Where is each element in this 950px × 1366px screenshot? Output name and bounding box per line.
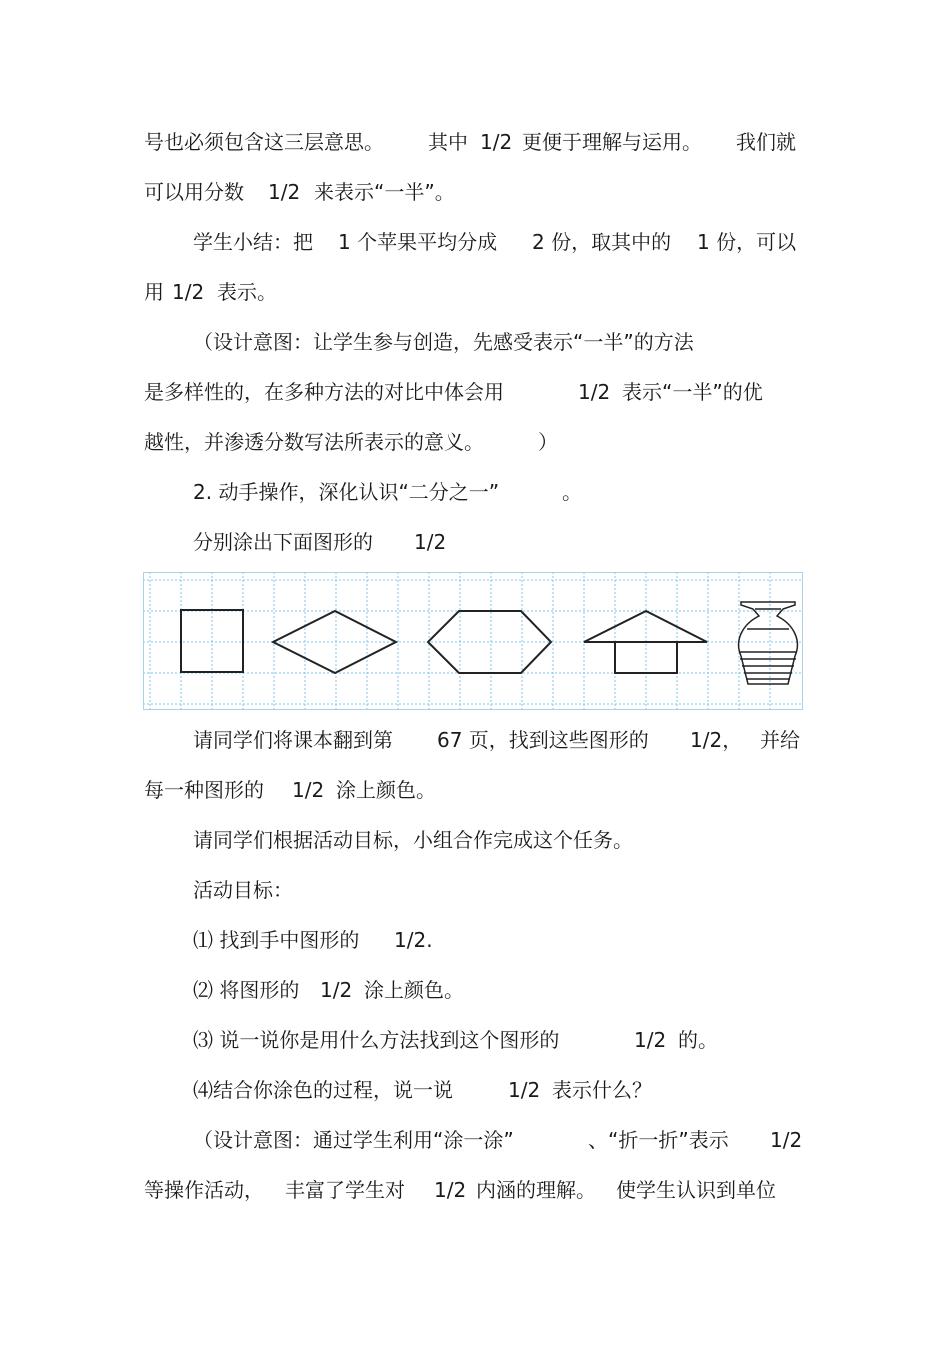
text-segment: 1/2 (508, 1078, 541, 1102)
text-line (0, 1124, 950, 1156)
text-segment: 涂上颜色。 (336, 778, 436, 802)
text-line (0, 126, 950, 158)
text-segment: 的。 (678, 1028, 718, 1052)
text-segment: ⑷结合你涂色的过程，说一说 (193, 1078, 453, 1102)
vase-shape (739, 602, 798, 684)
text-segment: （设计意图：通过学生利用“涂一涂” (193, 1128, 514, 1152)
text-line (0, 326, 950, 358)
text-segment: 。 (562, 480, 582, 504)
text-line (0, 276, 950, 308)
text-segment: 使学生认识到单位 (616, 1178, 776, 1202)
text-line (0, 1074, 950, 1106)
text-segment: 1/2 (578, 380, 611, 404)
text-segment: 1/2 (480, 130, 513, 154)
text-segment: 2 份，取其中的 (532, 230, 672, 254)
text-segment: 表示什么？ (552, 1078, 652, 1102)
text-segment: 、“折一折”表示 (588, 1128, 729, 1152)
text-segment: 67 页，找到这些图形的 (437, 728, 649, 752)
text-segment: 1/2 (634, 1028, 667, 1052)
text-line (0, 974, 950, 1006)
text-segment: ⑵ 将图形的 (193, 978, 300, 1002)
text-line (0, 226, 950, 258)
text-segment: 1/2， (690, 728, 743, 752)
text-segment: 1 个苹果平均分成 (338, 230, 498, 254)
text-segment: 表示“一半”的优 (622, 380, 763, 404)
text-line (0, 376, 950, 408)
text-line (0, 426, 950, 458)
text-segment: 1/2 (770, 1128, 803, 1152)
text-line (0, 176, 950, 208)
text-segment: 用 (144, 280, 164, 304)
text-segment: ⑶ 说一说你是用什么方法找到这个图形的 (193, 1028, 560, 1052)
text-line (0, 476, 950, 508)
text-segment: 号也必须包含这三层意思。 (144, 130, 384, 154)
text-segment: 2. 动手操作，深化认识“二分之一” (193, 480, 500, 504)
text-segment: 可以用分数 (144, 180, 244, 204)
text-line (0, 824, 950, 856)
text-segment: 分别涂出下面图形的 (193, 530, 373, 554)
text-segment: 1/2 (292, 778, 325, 802)
text-segment: 内涵的理解。 (476, 1178, 596, 1202)
text-segment: 1/2 (172, 280, 205, 304)
text-line (0, 526, 950, 558)
text-segment: 丰富了学生对 (285, 1178, 405, 1202)
text-segment: ⑴ 找到手中图形的 (193, 928, 360, 952)
text-line (0, 774, 950, 806)
text-segment: 1/2 (320, 978, 353, 1002)
text-segment: 每一种图形的 (144, 778, 264, 802)
text-segment: 并给 (760, 728, 800, 752)
text-line (0, 874, 950, 906)
text-segment: 等操作活动， (144, 1178, 264, 1202)
text-line (0, 1024, 950, 1056)
text-segment: 1 份，可以 (697, 230, 797, 254)
shapes-grid-figure (143, 572, 803, 710)
text-segment: 1/2. (394, 928, 433, 952)
text-segment: 请同学们根据活动目标，小组合作完成这个任务。 (193, 828, 633, 852)
text-segment: 我们就 (736, 130, 796, 154)
text-segment: 来表示“一半”。 (314, 180, 455, 204)
text-segment: 表示。 (217, 280, 277, 304)
text-segment: 学生小结：把 (193, 230, 313, 254)
text-segment: 更便于理解与运用。 (522, 130, 702, 154)
text-segment: 越性，并渗透分数写法所表示的意义。 (144, 430, 484, 454)
text-line (0, 1174, 950, 1206)
text-line (0, 724, 950, 756)
text-segment: 1/2 (268, 180, 301, 204)
text-segment: （设计意图：让学生参与创造，先感受表示“一半”的方法 (193, 330, 694, 354)
text-segment: 其中 (428, 130, 468, 154)
text-segment: 涂上颜色。 (364, 978, 464, 1002)
text-line (0, 924, 950, 956)
text-segment: 活动目标： (193, 878, 293, 902)
text-segment: ） (538, 430, 558, 454)
text-segment: 1/2 (414, 530, 447, 554)
text-segment: 1/2 (434, 1178, 467, 1202)
text-segment: 是多样性的，在多种方法的对比中体会用 (144, 380, 504, 404)
text-segment: 请同学们将课本翻到第 (193, 728, 393, 752)
